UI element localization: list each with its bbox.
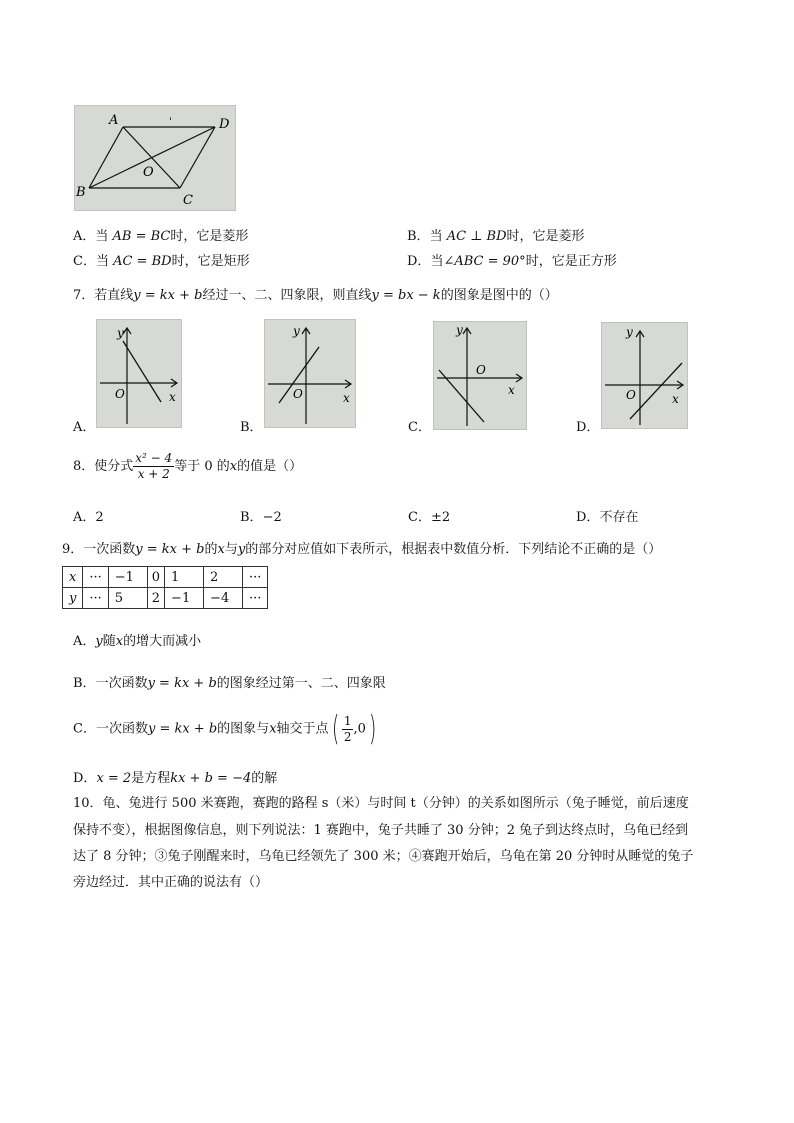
q7-label-d: D．: [576, 420, 600, 435]
table-cell: ···: [83, 588, 108, 609]
table-cell: −1: [108, 567, 147, 588]
q10-line-3: 达了 8 分钟；③兔子刚醒来时，乌龟已经领先了 300 米；④赛跑开始后，乌龟在第 20 分钟时从睡觉的兔子: [73, 849, 694, 864]
q10-line-1: 10．龟、兔进行 500 米赛跑，赛跑的路程 s（米）与时间 t（分钟）的关系如图所示（兔子睡觉，前后速度: [73, 796, 689, 811]
q8-option-c: C．±2: [408, 510, 451, 525]
table-cell: ···: [243, 588, 268, 609]
svg-text:y: y: [117, 326, 124, 340]
svg-text:y: y: [293, 324, 300, 338]
q9-option-d: D．x = 2是方程kx + b = −4的解: [73, 771, 278, 786]
q7-label-a: A．: [73, 420, 96, 435]
svg-text:x: x: [508, 383, 515, 397]
table-cell: x: [63, 567, 83, 588]
table-row: [63, 588, 268, 609]
q7-graph-b: [264, 319, 356, 428]
q9-option-a: A．y随x的增大而减小: [73, 634, 202, 649]
q9-value-table: [62, 566, 268, 609]
q9-option-c: C．一次函数y = kx + b的图象与x轴交于点( $\frac{1}{2}$ ,0): [73, 709, 377, 749]
q9-option-b: B．一次函数y = kx + b的图象经过第一、二、四象限: [73, 676, 386, 691]
table-cell: −1: [165, 588, 204, 609]
q7-stem: 7．若直线y = kx + b经过一、二、四象限，则直线y = bx − k的图象是图中的（）: [73, 288, 558, 303]
q7-label-b: B．: [240, 420, 263, 435]
q10-line-2: 保持不变），根据图像信息，则下列说法：1 赛跑中，兔子共睡了 30 分钟；2 兔子到达终点时，乌龟已经到: [73, 823, 689, 838]
q7-graph-c: [433, 321, 527, 430]
svg-text:x: x: [169, 390, 176, 404]
tick-mark: ˈ: [169, 116, 173, 129]
q7-graph-a: [96, 319, 182, 428]
svg-text:O: O: [476, 363, 486, 377]
svg-text:O: O: [293, 387, 303, 401]
label-D: D: [219, 117, 230, 132]
table-cell: y: [63, 588, 83, 609]
label-B: B: [76, 185, 86, 200]
q8-option-d: D．不存在: [576, 510, 639, 525]
table-cell: −4: [204, 588, 243, 609]
q6-option-b: B．当 AC ⊥ BD时，它是菱形: [407, 229, 585, 244]
parallelogram-figure: [74, 105, 236, 211]
q9-stem: 9．一次函数y = kx + b的x与y的部分对应值如下表所示，根据表中数值分析．下列结论不正确的是（）: [62, 542, 662, 557]
svg-text:x: x: [343, 391, 350, 405]
q8-fraction: $\frac{\text{x² − 4}}{x + 2}$: [135, 451, 173, 481]
q8-option-b: B．−2: [240, 510, 282, 525]
q6-option-d: D．当∠ABC = 90°时，它是正方形: [407, 254, 617, 269]
q6-option-c: C．当 AC = BD时，它是矩形: [73, 254, 250, 269]
table-cell: 2: [204, 567, 243, 588]
table-cell: 5: [108, 588, 147, 609]
label-C: C: [183, 193, 193, 208]
parallelogram-diagram: [75, 106, 235, 210]
svg-text:y: y: [456, 323, 463, 337]
q8-stem: 8．使分式 $\frac{\text{x² − 4}}{x + 2}$ 等于 0 的x的值是（）: [73, 451, 303, 481]
q6-option-a: A．当 AB = BC时，它是菱形: [73, 229, 249, 244]
table-cell: 0: [147, 567, 164, 588]
svg-text:y: y: [626, 325, 633, 339]
label-A: A: [109, 113, 119, 128]
svg-text:x: x: [672, 392, 679, 406]
table-cell: ···: [83, 567, 108, 588]
table-cell: ···: [243, 567, 268, 588]
q7-graph-d: [601, 322, 688, 429]
svg-text:O: O: [626, 388, 636, 402]
table-row: [63, 567, 268, 588]
svg-text:O: O: [115, 387, 125, 401]
q7-label-c: C．: [408, 420, 431, 435]
q10-line-4: 旁边经过．其中正确的说法有（）: [73, 875, 269, 890]
table-cell: 1: [165, 567, 204, 588]
table-cell: 2: [147, 588, 164, 609]
label-O: O: [143, 165, 154, 180]
q8-option-a: A．2: [73, 510, 104, 525]
